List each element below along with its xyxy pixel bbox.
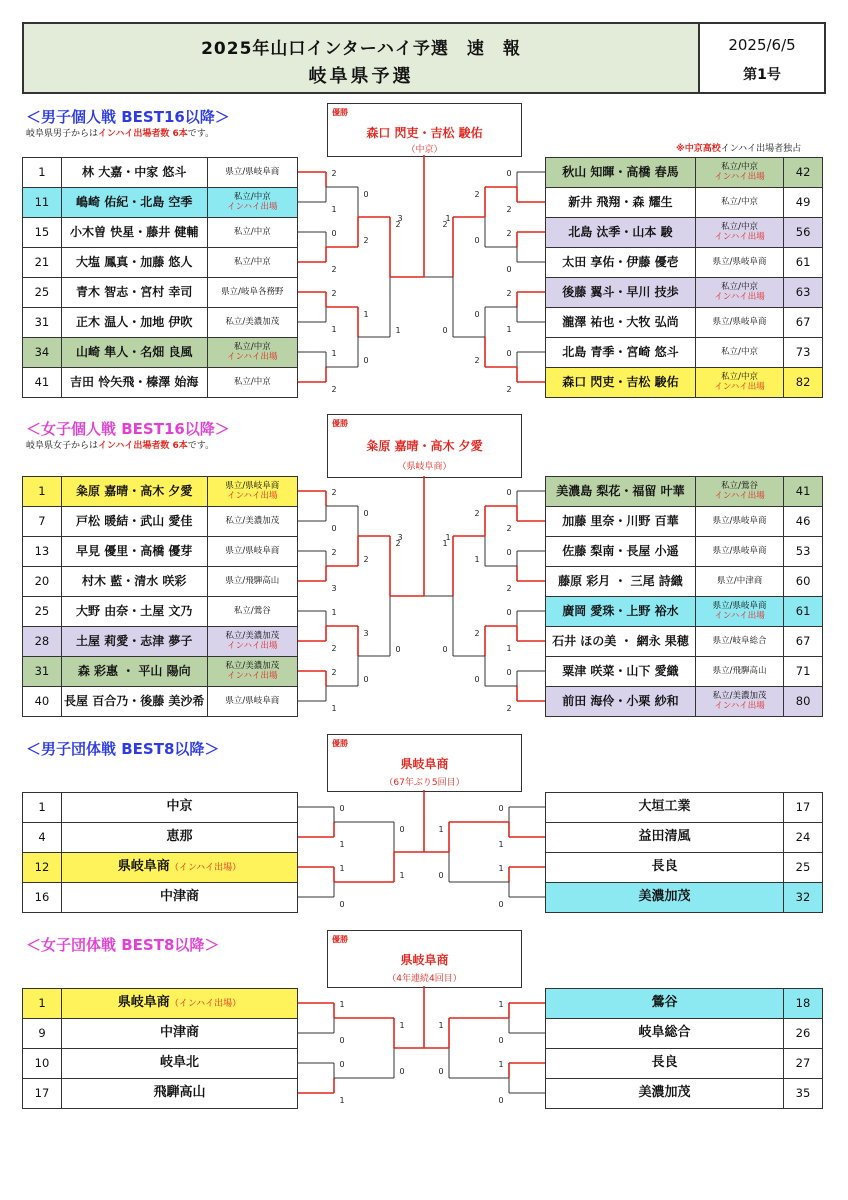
match-score: 3: [363, 629, 369, 638]
winner-sub: （67年ぶり5回目）: [384, 778, 465, 788]
winner-school: （県岐阜商）: [397, 462, 452, 472]
seed-number: 1: [23, 477, 62, 507]
match-score: 2: [395, 539, 401, 548]
seed-number: 82: [784, 368, 823, 398]
player-names: 土屋 莉愛・志津 夢子: [61, 627, 207, 657]
winner-name: 県岐阜商: [400, 953, 449, 967]
match-score: 3: [397, 533, 403, 542]
match-score: 0: [438, 871, 444, 880]
match-score: 1: [399, 871, 405, 880]
seed-number: 67: [784, 627, 823, 657]
player-names: 村木 藍・清水 咲彩: [61, 567, 207, 597]
qualified-label: インハイ出場: [714, 291, 765, 302]
match-score: 1: [339, 1096, 345, 1105]
seed-number: 32: [784, 883, 823, 913]
seed-number: 35: [784, 1079, 823, 1109]
match-score: 2: [506, 385, 512, 394]
player-names: 青木 智志・宮村 幸司: [61, 278, 207, 308]
seed-number: 40: [23, 687, 62, 717]
player-names: 戸松 暖結・武山 愛佳: [61, 507, 207, 537]
seed-number: 53: [784, 537, 823, 567]
seed-number: 27: [784, 1049, 823, 1079]
qualified-label: インハイ出場: [714, 231, 765, 242]
match-score: 0: [498, 804, 504, 813]
seed-number: 21: [23, 248, 62, 278]
winner-name: 森口 閃吏・吉松 駿佑: [366, 126, 483, 140]
womens-individual-title: ＜女子個人戦 BEST16以降＞: [26, 420, 230, 438]
seed-number: 71: [784, 657, 823, 687]
school-name: 県立/県岐阜商: [225, 545, 280, 556]
match-score: 0: [506, 608, 512, 617]
school-name: 県立/県岐阜商: [225, 695, 280, 706]
note-text: 岐阜県女子からは: [26, 441, 99, 451]
seed-number: 60: [784, 567, 823, 597]
note-red-text: インハイ出場者数 6本: [98, 129, 188, 139]
school-name: 県立/岐阜総合: [712, 635, 767, 646]
match-score: 2: [331, 548, 337, 557]
page-subtitle: 岐阜県予選: [308, 66, 414, 87]
match-score: 0: [395, 645, 401, 654]
match-score: 2: [395, 220, 401, 229]
womens-team-title: ＜女子団体戦 BEST8以降＞: [26, 936, 220, 954]
school-name: 県立/県岐阜商: [225, 480, 280, 491]
match-score: 0: [474, 236, 480, 245]
school-name: 私立/中京: [721, 196, 758, 207]
player-names: 北島 青季・宮崎 悠斗: [546, 338, 696, 368]
winner-school: （中京）: [406, 145, 443, 155]
match-score: 2: [331, 385, 337, 394]
winner-name: 県岐阜商: [400, 757, 449, 771]
player-names: 北島 汰季・山本 駿: [546, 218, 696, 248]
team-name-text: 中津商: [159, 889, 199, 905]
player-names: 大野 由奈・土屋 文乃: [61, 597, 207, 627]
note-text-end: です。: [187, 129, 215, 139]
match-score: 1: [331, 608, 337, 617]
match-score: 1: [506, 325, 512, 334]
match-score: 0: [363, 190, 369, 199]
school-name: 私立/中京: [233, 256, 271, 267]
seed-number: 9: [23, 1019, 62, 1049]
school-name: 私立/鶯谷: [721, 480, 758, 491]
match-score: 2: [331, 289, 337, 298]
qualified-label: インハイ出場: [714, 700, 765, 711]
match-score: 1: [498, 1060, 504, 1069]
qualified-label: インハイ出場: [227, 640, 278, 651]
match-score: 2: [506, 524, 512, 533]
school-name: 私立/中京: [721, 346, 758, 357]
match-score: 2: [442, 220, 448, 229]
note-red-text: インハイ出場者数 6本: [98, 441, 188, 451]
match-score: 2: [331, 488, 337, 497]
school-name: 県立/県岐阜商: [712, 600, 767, 611]
right-note-text: インハイ出場者独占: [720, 144, 802, 154]
match-score: 0: [442, 645, 448, 654]
seed-number: 15: [23, 218, 62, 248]
seed-number: 31: [23, 308, 62, 338]
seed-number: 12: [23, 853, 62, 883]
school-name: 私立/中京: [233, 341, 271, 352]
player-names: 長屋 百合乃・後藤 美沙希: [61, 687, 207, 717]
match-score: 1: [445, 533, 451, 542]
match-score: 2: [331, 169, 337, 178]
match-score: 0: [438, 1067, 444, 1076]
seed-number: 1: [23, 989, 62, 1019]
winner-label: 優勝: [332, 108, 348, 117]
team-name-text: 鶯谷: [651, 995, 678, 1011]
player-names: 加藤 里奈・川野 百華: [546, 507, 696, 537]
match-score: 0: [506, 169, 512, 178]
player-names: 小木曽 快星・藤井 健輔: [61, 218, 207, 248]
school-name: 県立/県岐阜商: [712, 256, 767, 267]
match-score: 2: [506, 205, 512, 214]
match-score: 0: [506, 349, 512, 358]
match-score: 0: [331, 229, 337, 238]
player-names: 正木 温人・加地 伊吹: [61, 308, 207, 338]
qualified-label: インハイ出場: [714, 490, 765, 501]
seed-number: 73: [784, 338, 823, 368]
match-score: 2: [474, 190, 480, 199]
player-names: 後藤 翼斗・早川 技歩: [546, 278, 696, 308]
player-names: 粂原 嘉晴・高木 夕愛: [61, 477, 207, 507]
winner-label: 優勝: [332, 935, 348, 944]
match-score: 1: [331, 704, 337, 713]
winner-name: 粂原 嘉晴・高木 夕愛: [366, 439, 483, 453]
right-note-red: ※中京高校: [676, 144, 721, 154]
player-names: 瀧澤 祐也・大牧 弘尚: [546, 308, 696, 338]
winner-label: 優勝: [332, 419, 348, 428]
team-name-text: 中京: [166, 799, 193, 815]
player-names: 森 彩惠 ・ 平山 陽向: [61, 657, 207, 687]
school-name: 県立/県岐阜商: [712, 316, 767, 327]
seed-number: 13: [23, 537, 62, 567]
player-names: 吉田 怜矢飛・榛澤 始海: [61, 368, 207, 398]
match-score: 1: [498, 1000, 504, 1009]
qualified-label: インハイ出場: [227, 670, 278, 681]
match-score: 0: [498, 1096, 504, 1105]
seed-number: 25: [784, 853, 823, 883]
match-score: 0: [498, 900, 504, 909]
player-names: 石井 ほの美 ・ 網永 果穂: [546, 627, 696, 657]
player-names: 美濃島 梨花・福留 叶華: [546, 477, 696, 507]
match-score: 1: [438, 1021, 444, 1030]
team-name-text: 岐阜総合: [638, 1025, 691, 1041]
qualified-label: インハイ出場: [227, 490, 278, 501]
match-score: 1: [399, 1021, 405, 1030]
school-name: 県立/県岐阜商: [712, 515, 767, 526]
team-name-text: 県岐阜商: [117, 859, 170, 875]
winner-sub: （4年連続4回目）: [387, 974, 462, 984]
seed-number: 7: [23, 507, 62, 537]
match-score: 1: [498, 840, 504, 849]
school-name: 私立/中京: [721, 281, 758, 292]
match-score: 0: [399, 1067, 405, 1076]
qualified-label: インハイ出場: [714, 171, 765, 182]
mens-team-title: ＜男子団体戦 BEST8以降＞: [26, 740, 220, 758]
match-score: 1: [331, 349, 337, 358]
team-name-text: 美濃加茂: [638, 1085, 691, 1101]
seed-number: 41: [23, 368, 62, 398]
qualified-label: インハイ出場: [714, 381, 765, 392]
seed-number: 24: [784, 823, 823, 853]
player-names: 前田 海伶・小栗 紗和: [546, 687, 696, 717]
qualified-label: インハイ出場: [714, 610, 765, 621]
match-score: 1: [339, 840, 345, 849]
match-score: 0: [339, 1036, 345, 1045]
match-score: 1: [339, 864, 345, 873]
match-score: 1: [438, 825, 444, 834]
match-score: 0: [363, 675, 369, 684]
seed-number: 11: [23, 188, 62, 218]
school-name: 私立/美濃加茂: [225, 630, 280, 641]
match-score: 2: [331, 668, 337, 677]
match-score: 0: [474, 310, 480, 319]
team-name-text: 飛騨高山: [153, 1085, 206, 1101]
player-names: 山崎 隼人・名畑 良風: [61, 338, 207, 368]
school-name: 私立/鶯谷: [233, 605, 271, 616]
seed-number: 1: [23, 158, 62, 188]
seed-number: 17: [784, 793, 823, 823]
player-names: 佐藤 梨南・長屋 小遥: [546, 537, 696, 567]
school-name: 私立/美濃加茂: [225, 515, 280, 526]
match-score: 0: [474, 675, 480, 684]
qualified-label: インハイ出場: [227, 351, 278, 362]
match-score: 2: [474, 629, 480, 638]
match-score: 1: [498, 864, 504, 873]
player-names: 早見 優里・高橋 優芽: [61, 537, 207, 567]
match-score: 0: [331, 524, 337, 533]
seed-number: 25: [23, 278, 62, 308]
school-name: 県立/県岐阜商: [712, 545, 767, 556]
school-name: 私立/中京: [721, 161, 758, 172]
match-score: 2: [506, 704, 512, 713]
winner-label: 優勝: [332, 739, 348, 748]
team-name-text: 岐阜北: [159, 1055, 199, 1071]
seed-number: 46: [784, 507, 823, 537]
match-score: 1: [395, 326, 401, 335]
match-score: 1: [442, 539, 448, 548]
match-score: 1: [363, 310, 369, 319]
seed-number: 34: [23, 338, 62, 368]
school-name: 私立/中京: [721, 221, 758, 232]
match-score: 2: [331, 644, 337, 653]
seed-number: 25: [23, 597, 62, 627]
team-name-text: 県岐阜商: [117, 995, 170, 1011]
match-score: 2: [363, 555, 369, 564]
match-score: 2: [506, 584, 512, 593]
player-names: 新井 飛翔・森 耀生: [546, 188, 696, 218]
team-name-text: 益田清風: [638, 829, 691, 845]
team-name-text: 中津商: [159, 1025, 199, 1041]
player-names: 秋山 知暉・高橋 春馬: [546, 158, 696, 188]
team-name-text: 美濃加茂: [638, 889, 691, 905]
seed-number: 56: [784, 218, 823, 248]
match-score: 0: [363, 356, 369, 365]
seed-number: 31: [23, 657, 62, 687]
school-name: 私立/中京: [233, 226, 271, 237]
match-score: 0: [506, 668, 512, 677]
match-score: 1: [474, 555, 480, 564]
school-name: 私立/美濃加茂: [225, 660, 280, 671]
page-title: 2025年山口インターハイ予選 速 報: [201, 39, 521, 59]
player-names: 林 大嘉・中家 悠斗: [61, 158, 207, 188]
seed-number: 28: [23, 627, 62, 657]
match-score: 1: [339, 1000, 345, 1009]
seed-number: 63: [784, 278, 823, 308]
header-date: 2025/6/5: [728, 36, 796, 54]
seed-number: 1: [23, 793, 62, 823]
player-names: 森口 閃吏・吉松 駿佑: [546, 368, 696, 398]
seed-number: 41: [784, 477, 823, 507]
seed-number: 61: [784, 597, 823, 627]
match-score: 3: [397, 214, 403, 223]
school-name: 私立/中京: [721, 371, 758, 382]
seed-number: 67: [784, 308, 823, 338]
match-score: 1: [506, 644, 512, 653]
seed-number: 20: [23, 567, 62, 597]
seed-number: 4: [23, 823, 62, 853]
match-score: 1: [331, 205, 337, 214]
team-name-text: 長良: [651, 859, 678, 875]
match-score: 3: [331, 584, 337, 593]
match-score: 0: [506, 548, 512, 557]
seed-number: 61: [784, 248, 823, 278]
match-score: 0: [498, 1036, 504, 1045]
seed-number: 16: [23, 883, 62, 913]
match-score: 0: [339, 900, 345, 909]
qualified-label: （インハイ出場）: [169, 999, 242, 1010]
seed-number: 10: [23, 1049, 62, 1079]
match-score: 0: [506, 488, 512, 497]
player-names: 粟津 咲菜・山下 愛織: [546, 657, 696, 687]
player-names: 太田 享佑・伊藤 優壱: [546, 248, 696, 278]
match-score: 0: [442, 326, 448, 335]
team-name-text: 長良: [651, 1055, 678, 1071]
seed-number: 18: [784, 989, 823, 1019]
school-name: 県立/県岐阜商: [225, 166, 280, 177]
match-score: 2: [331, 265, 337, 274]
school-name: 私立/美濃加茂: [712, 690, 767, 701]
match-score: 1: [331, 325, 337, 334]
school-name: 県立/岐阜各務野: [221, 286, 284, 297]
player-names: 廣岡 愛珠・上野 裕水: [546, 597, 696, 627]
seed-number: 42: [784, 158, 823, 188]
note-text-end: です。: [187, 441, 215, 451]
school-name: 県立/飛騨高山: [225, 575, 280, 586]
match-score: 0: [363, 509, 369, 518]
mens-individual-title: ＜男子個人戦 BEST16以降＞: [26, 108, 230, 126]
qualified-label: （インハイ出場）: [169, 863, 242, 874]
school-name: 私立/中京: [233, 376, 271, 387]
match-score: 0: [339, 804, 345, 813]
match-score: 1: [445, 214, 451, 223]
match-score: 0: [399, 825, 405, 834]
player-names: 藤原 彩月 ・ 三尾 詩織: [546, 567, 696, 597]
match-score: 2: [363, 236, 369, 245]
seed-number: 80: [784, 687, 823, 717]
seed-number: 26: [784, 1019, 823, 1049]
seed-number: 49: [784, 188, 823, 218]
school-name: 私立/中京: [233, 191, 271, 202]
school-name: 私立/美濃加茂: [225, 316, 280, 327]
match-score: 2: [506, 289, 512, 298]
match-score: 2: [474, 356, 480, 365]
match-score: 2: [474, 509, 480, 518]
team-name-text: 恵那: [166, 829, 193, 845]
team-name-text: 大垣工業: [638, 799, 691, 815]
player-names: 大塩 鳳真・加藤 悠人: [61, 248, 207, 278]
match-score: 0: [339, 1060, 345, 1069]
note-text: 岐阜県男子からは: [26, 129, 99, 139]
school-name: 県立/中津商: [716, 575, 763, 586]
player-names: 嶋崎 佑紀・北島 空季: [61, 188, 207, 218]
seed-number: 17: [23, 1079, 62, 1109]
match-score: 0: [506, 265, 512, 274]
school-name: 県立/飛騨高山: [712, 665, 767, 676]
header-issue: 第1号: [743, 67, 781, 83]
qualified-label: インハイ出場: [227, 201, 278, 212]
match-score: 2: [506, 229, 512, 238]
